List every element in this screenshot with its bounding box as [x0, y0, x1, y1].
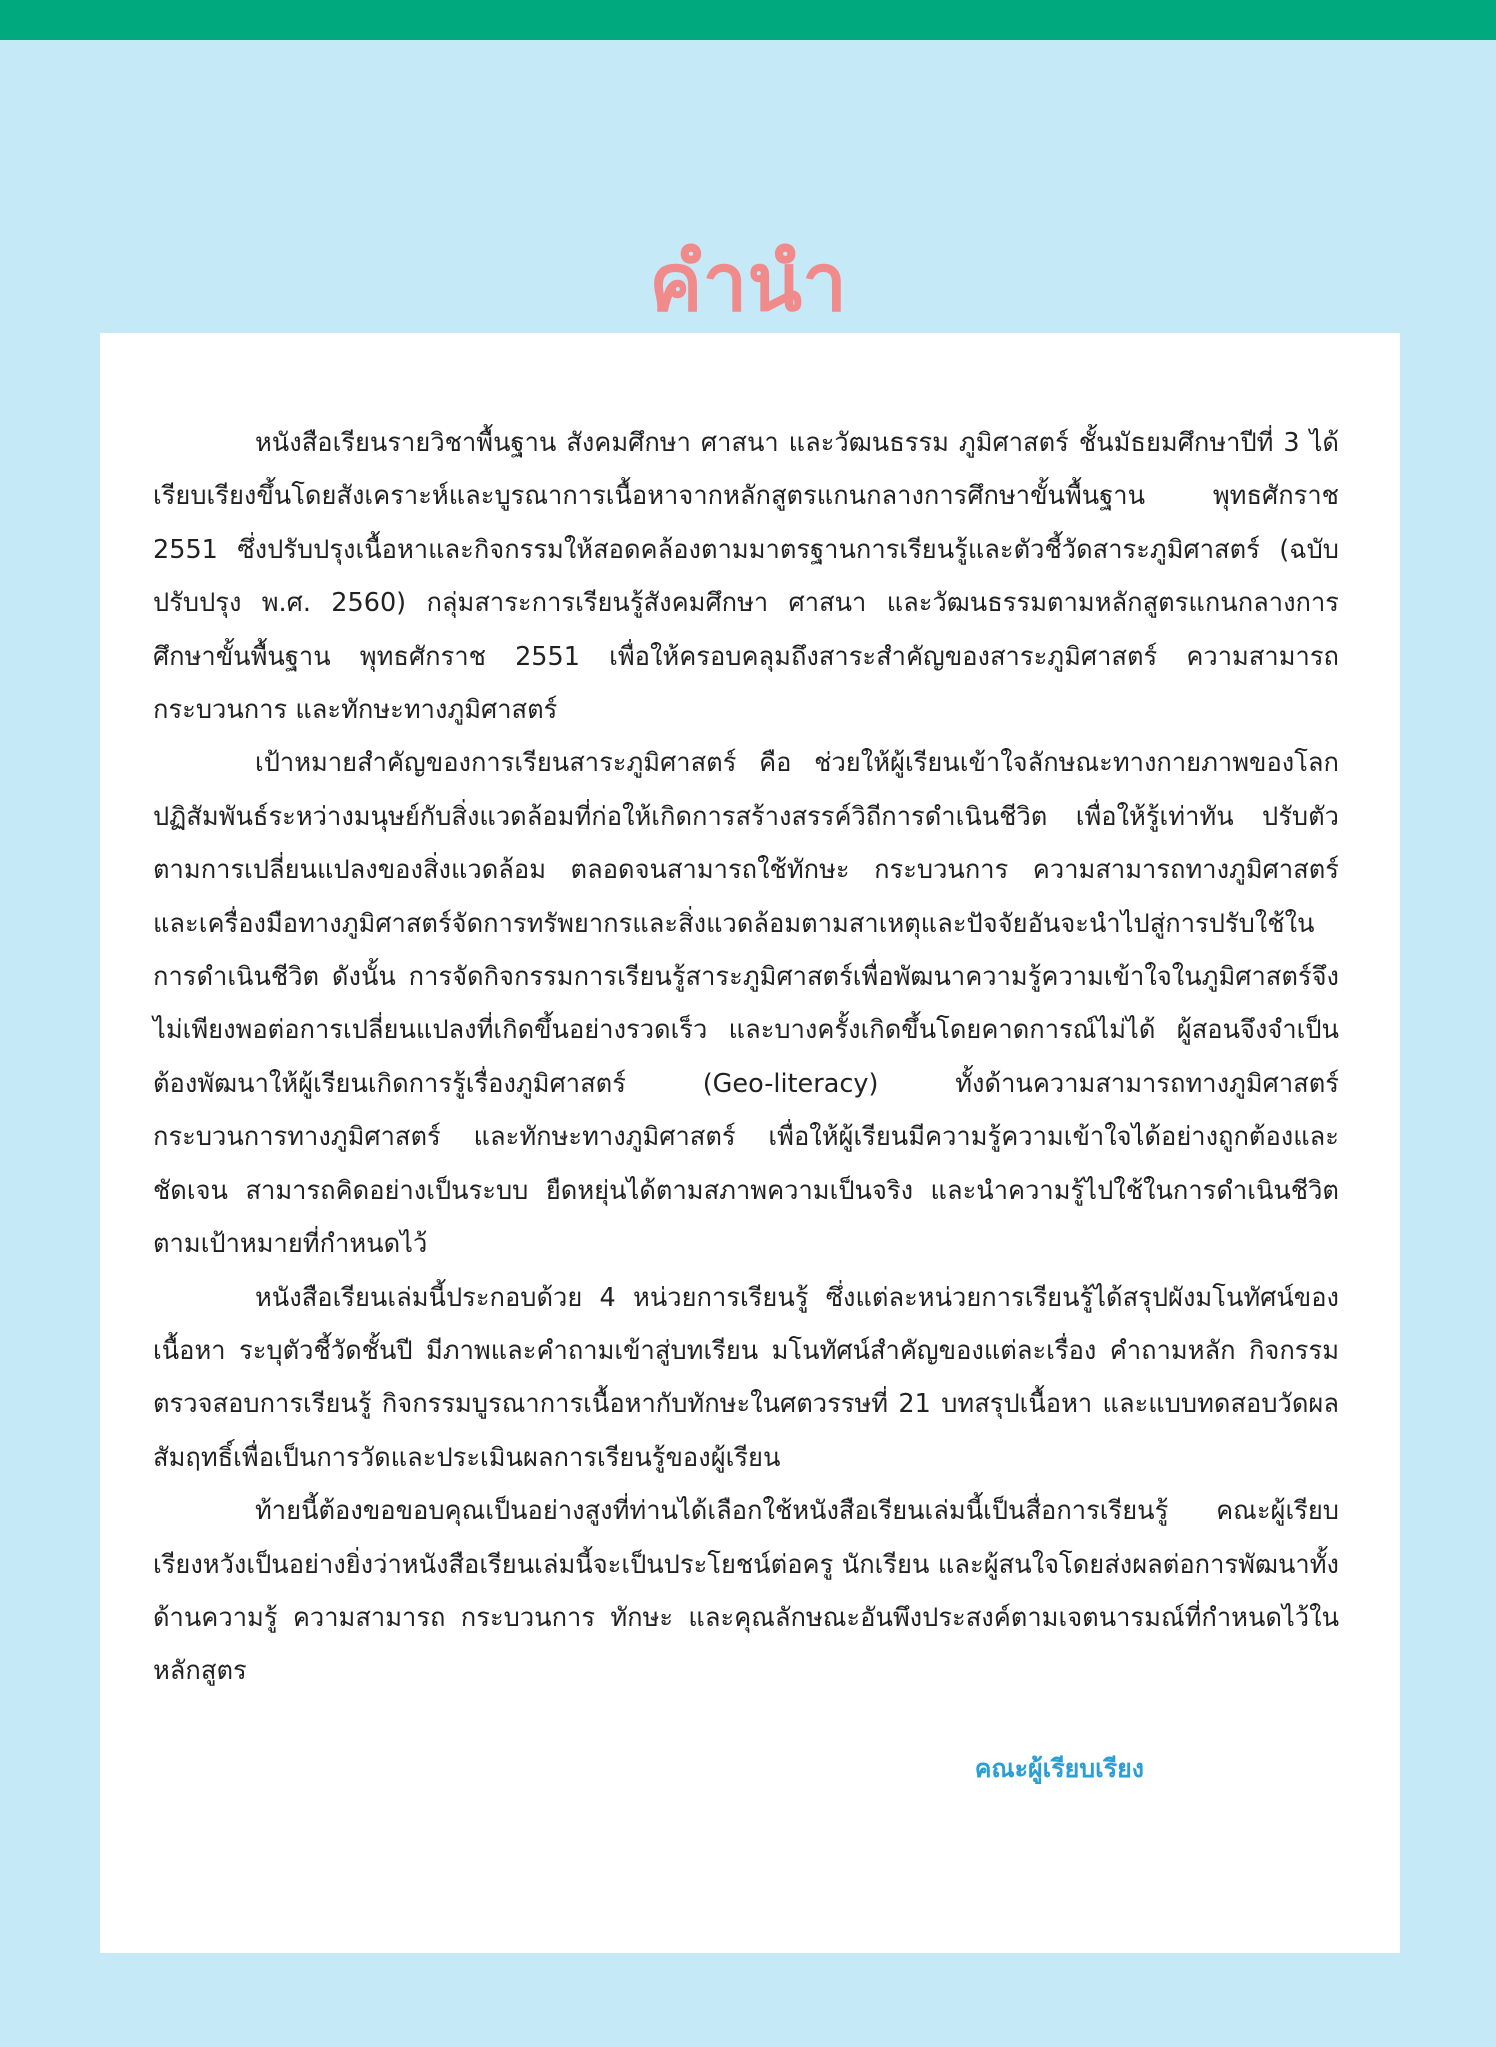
top-color-band	[0, 0, 1496, 40]
signature: คณะผู้เรียบเรียง	[974, 1754, 1144, 1783]
paragraph-4: ท้ายนี้ต้องขอขอบคุณเป็นอย่างสูงที่ท่านได้เลือกใช้หนังสือเรียนเล่มนี้เป็นสื่อการเรียนรู้ คณะผู้เรียบเรียงหวังเป็นอย่างยิ่งว่าหนังสือเรียนเล่มนี้จะเป็นประโยชน์ต่อครู นักเรียน และผู้สนใจโดยส่งผลต่อการพัฒนาทั้งด้านความรู้ ความสามารถ กระบวนการ ทักษะ และคุณลักษณะอันพึงประสงค์ตามเจตนารมณ์ที่กำหนดไว้ในหลักสูตร	[153, 1496, 1339, 1687]
content-panel	[100, 333, 1400, 1953]
paragraph-1: หนังสือเรียนรายวิชาพื้นฐาน สังคมศึกษา ศาสนา และวัฒนธรรม ภูมิศาสตร์ ชั้นมัธยมศึกษาปีที่ 3 ได้เรียบเรียงขึ้นโดยสังเคราะห์และบูรณาการเนื้อหาจากหลักสูตรแกนกลางการศึกษาขั้นพื้นฐาน พุทธศักราช 2551 ซึ่งปรับปรุงเนื้อหาและกิจกรรมให้สอดคล้องตามมาตรฐานการเรียนรู้และตัวชี้วัดสาระภูมิศาสตร์ (ฉบับปรับปรุง พ.ศ. 2560) กลุ่มสาระการเรียนรู้สังคมศึกษา ศาสนา และวัฒนธรรมตามหลักสูตรแกนกลางการศึกษาขั้นพื้นฐาน พุทธศักราช 2551 เพื่อให้ครอบคลุมถึงสาระสำคัญของสาระภูมิศาสตร์ ความสามารถ กระบวนการ และทักษะทางภูมิศาสตร์	[153, 428, 1339, 726]
preface-body	[153, 417, 1339, 1699]
paragraph-2: เป้าหมายสำคัญของการเรียนสาระภูมิศาสตร์ คือ ช่วยให้ผู้เรียนเข้าใจลักษณะทางกายภาพของโลก ปฏิสัมพันธ์ระหว่างมนุษย์กับสิ่งแวดล้อมที่ก่อให้เกิดการสร้างสรรค์วิถีการดำเนินชีวิต เพื่อให้รู้เท่าทัน ปรับตัวตามการเปลี่ยนแปลงของสิ่งแวดล้อม ตลอดจนสามารถใช้ทักษะ กระบวนการ ความสามารถทางภูมิศาสตร์ และเครื่องมือทางภูมิศาสตร์จัดการทรัพยากรและสิ่งแวดล้อมตามสาเหตุและปัจจัยอันจะนำไปสู่การปรับใช้ในการดำเนินชีวิต ดังนั้น การจัดกิจกรรมการเรียนรู้สาระภูมิศาสตร์เพื่อพัฒนาความรู้ความเข้าใจในภูมิศาสตร์จึงไม่เพียงพอต่อการเปลี่ยนแปลงที่เกิดขึ้นอย่างรวดเร็ว และบางครั้งเกิดขึ้นโดยคาดการณ์ไม่ได้ ผู้สอนจึงจำเป็นต้องพัฒนาให้ผู้เรียนเกิดการรู้เรื่องภูมิศาสตร์ (Geo-literacy) ทั้งด้านความสามารถทางภูมิศาสตร์ กระบวนการทางภูมิศาสตร์ และทักษะทางภูมิศาสตร์ เพื่อให้ผู้เรียนมีความรู้ความเข้าใจได้อย่างถูกต้องและชัดเจน สามารถคิดอย่างเป็นระบบ ยืดหยุ่นได้ตามสภาพความเป็นจริง และนำความรู้ไปใช้ในการดำเนินชีวิตตามเป้าหมายที่กำหนดไว้	[153, 748, 1339, 1260]
paragraph-3: หนังสือเรียนเล่มนี้ประกอบด้วย 4 หน่วยการเรียนรู้ ซึ่งแต่ละหน่วยการเรียนรู้ได้สรุปผังมโนทัศน์ของเนื้อหา ระบุตัวชี้วัดชั้นปี มีภาพและคำถามเข้าสู่บทเรียน มโนทัศน์สำคัญของแต่ละเรื่อง คำถามหลัก กิจกรรมตรวจสอบการเรียนรู้ กิจกรรมบูรณาการเนื้อหากับทักษะในศตวรรษที่ 21 บทสรุปเนื้อหา และแบบทดสอบวัดผลสัมฤทธิ์เพื่อเป็นการวัดและประเมินผลการเรียนรู้ของผู้เรียน	[153, 1282, 1339, 1473]
page-title: คำนำ	[648, 236, 848, 329]
